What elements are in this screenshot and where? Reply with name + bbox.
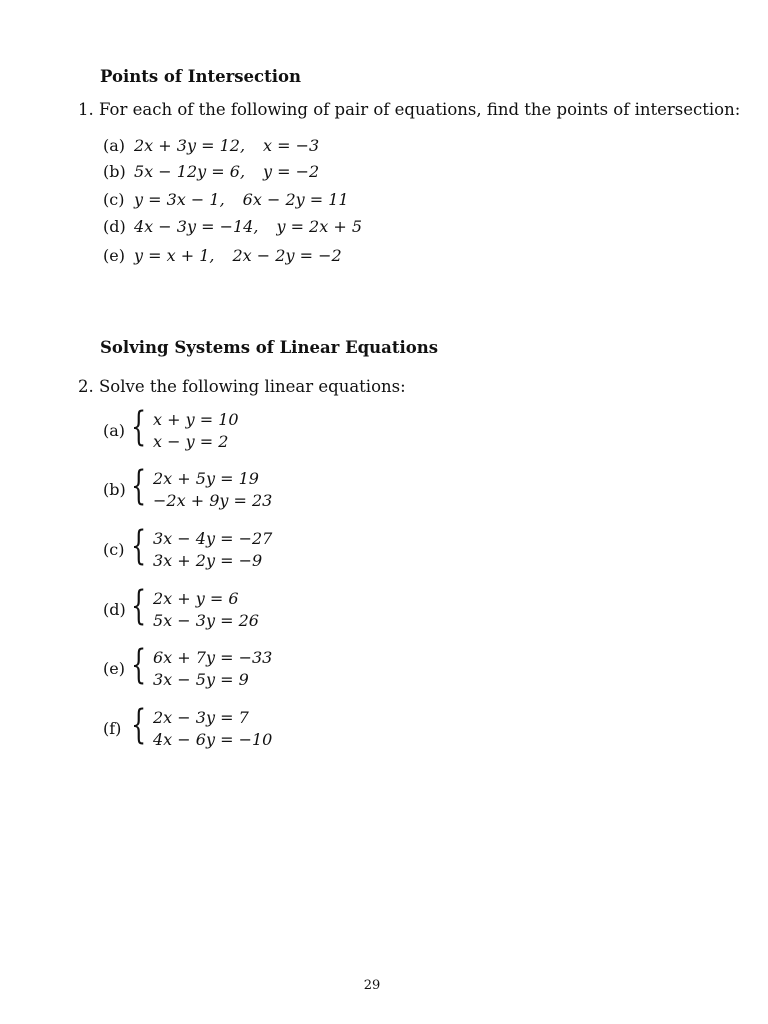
system-equation-1: 2x + y = 6: [153, 589, 239, 608]
left-brace-icon: {: [131, 523, 147, 569]
page-number: 29: [363, 978, 381, 993]
pair-item-b: [103, 162, 319, 181]
equation-2: x = −3: [263, 136, 320, 155]
system-equation-2: x − y = 2: [153, 432, 229, 451]
left-brace-icon: {: [131, 583, 147, 629]
system-equation-1: 3x − 4y = −27: [153, 529, 273, 548]
system-label: (e): [103, 659, 125, 678]
system-label: (b): [103, 480, 126, 499]
equation-1: 2x + 3y = 12,: [134, 136, 246, 155]
equation-1: 4x − 3y = −14,: [134, 217, 259, 236]
left-brace-icon: {: [131, 642, 147, 688]
system-equation-1: x + y = 10: [153, 410, 239, 429]
problem-1-number: 1.: [78, 100, 94, 119]
system-label: (c): [103, 540, 125, 559]
equation-2: y = 2x + 5: [276, 217, 363, 236]
system-equation-2: 4x − 6y = −10: [153, 730, 273, 749]
problem-2-prompt: Solve the following linear equations:: [99, 377, 406, 396]
equation-2: 2x − 2y = −2: [232, 246, 342, 265]
item-label: (d): [103, 217, 126, 236]
item-label: (a): [103, 136, 126, 155]
item-label: (e): [103, 246, 125, 265]
left-brace-icon: {: [131, 404, 147, 450]
section-title-points-of-intersection: Points of Intersection: [100, 67, 301, 86]
problem-1-prompt: For each of the following of pair of equations, find the points of intersection:: [99, 100, 741, 119]
equation-2: y = −2: [263, 162, 320, 181]
problem-1-statement: [78, 100, 740, 119]
pair-item-c: [103, 190, 349, 209]
system-equation-1: 2x + 5y = 19: [153, 469, 259, 488]
system-label: (d): [103, 600, 126, 619]
problem-2-statement: [78, 377, 406, 396]
item-label: (b): [103, 162, 126, 181]
pair-item-d: [103, 217, 362, 236]
system-equation-2: 3x − 5y = 9: [153, 670, 249, 689]
system-equation-1: 6x + 7y = −33: [153, 648, 273, 667]
item-label: (c): [103, 190, 125, 209]
system-label: (f): [103, 719, 122, 738]
section-title-solving-systems: Solving Systems of Linear Equations: [100, 338, 439, 357]
system-equation-2: 5x − 3y = 26: [153, 611, 259, 630]
pair-item-e: [103, 246, 342, 265]
pair-item-a: [103, 136, 319, 155]
equation-1: y = x + 1,: [134, 246, 215, 265]
left-brace-icon: {: [131, 702, 147, 748]
equation-1: 5x − 12y = 6,: [134, 162, 246, 181]
system-equation-2: 3x + 2y = −9: [153, 551, 263, 570]
problem-2-number: 2.: [78, 377, 94, 396]
system-equation-2: −2x + 9y = 23: [153, 491, 273, 510]
left-brace-icon: {: [131, 463, 147, 509]
equation-1: y = 3x − 1,: [134, 190, 225, 209]
system-label: (a): [103, 421, 126, 440]
equation-2: 6x − 2y = 11: [242, 190, 349, 209]
system-equation-1: 2x − 3y = 7: [153, 708, 249, 727]
